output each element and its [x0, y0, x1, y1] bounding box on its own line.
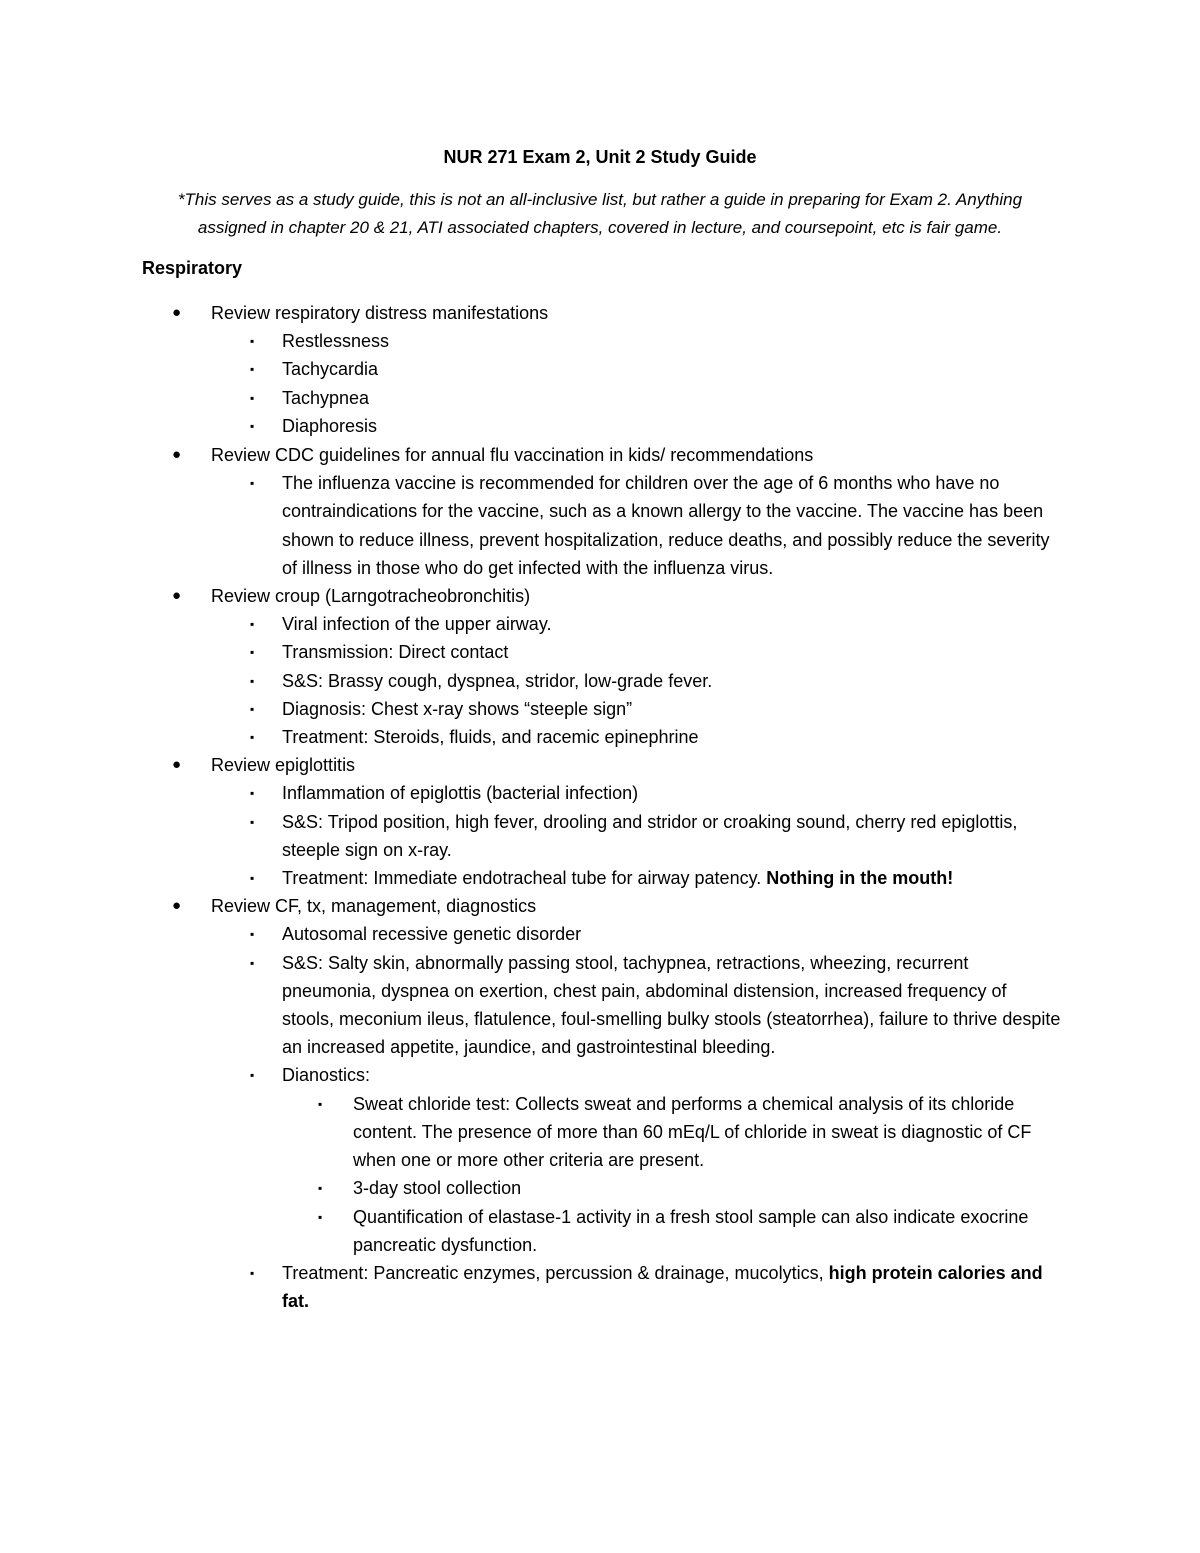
list-item-level-2 — [0, 920, 1062, 948]
list-item-text: Viral infection of the upper airway. — [282, 614, 552, 635]
square-bullet-icon: ▪ — [318, 1096, 323, 1111]
list-item-level-3 — [0, 1203, 1058, 1259]
list-item-text: S&S: Brassy cough, dyspnea, stridor, low-grade fever. — [282, 670, 713, 691]
square-bullet-icon: ▪ — [250, 814, 255, 829]
list-item-text: Treatment: Steroids, fluids, and racemic epinephrine — [282, 727, 699, 748]
square-bullet-icon: ▪ — [250, 927, 255, 942]
square-bullet-icon: ▪ — [250, 673, 255, 688]
list-item-text: Autosomal recessive genetic disorder — [282, 924, 582, 945]
list-item-text: S&S: Tripod position, high fever, drooling and stridor or croaking sound, cherry red epiglottis, steeple sign on x-ray. — [282, 811, 1018, 860]
round-bullet-icon: ● — [172, 304, 182, 321]
list-item-level-2 — [0, 384, 1062, 412]
list-item-level-2 — [0, 610, 1062, 638]
list-item-level-1 — [0, 299, 1061, 327]
square-bullet-icon: ▪ — [250, 955, 255, 970]
square-bullet-icon: ▪ — [318, 1181, 323, 1196]
square-bullet-icon: ▪ — [250, 390, 255, 405]
list-item-text: Diagnosis: Chest x-ray shows “steeple sign” — [282, 698, 633, 719]
round-bullet-icon: ● — [172, 587, 182, 605]
list-item-level-1 — [0, 751, 1061, 779]
list-item-bold-text: Nothing in the mouth! — [766, 868, 954, 889]
list-item-text: Inflammation of epiglottis (bacterial infection) — [282, 783, 639, 804]
list-item-text: Quantification of elastase-1 activity in a fresh stool sample can also indicate exocrine pancreatic dysfunction. — [353, 1206, 1029, 1255]
list-item-level-3 — [0, 1174, 1058, 1202]
list-item-level-2 — [0, 808, 1062, 864]
list-item-text: Review respiratory distress manifestations — [211, 303, 549, 323]
list-item-text: 3-day stool collection — [353, 1178, 522, 1199]
document-title: NUR 271 Exam 2, Unit 2 Study Guide — [443, 147, 757, 167]
list-item-text: Review epiglottitis — [211, 755, 356, 776]
list-item-level-2 — [0, 355, 1062, 383]
list-item-level-2 — [0, 667, 1062, 695]
list-item-level-2 — [0, 469, 1062, 582]
list-item-level-2 — [0, 723, 1062, 751]
list-item-text: Dianostics: — [282, 1065, 371, 1086]
list-item-text: S&S: Salty skin, abnormally passing stool, tachypnea, retractions, wheezing, recurrent pneumonia, dyspnea on exertion, chest pain, abdominal distension, increased frequency of stools, meconium ileus, flatulence, foul-smelling bulky stools (steatorrhea), failure to thrive despite an increased appetite, jaundice, and gastrointestinal bleeding. — [282, 952, 1061, 1058]
study-guide-list — [0, 299, 1200, 1315]
list-item-text: Review croup (Larngotracheobronchitis) — [211, 586, 531, 607]
list-item-text: Sweat chloride test: Collects sweat and performs a chemical analysis of its chloride content. The presence of more than 60 mEq/L of chloride in sweat is diagnostic of CF when one or more other criteria are present. — [353, 1093, 1032, 1171]
list-item-level-2 — [0, 949, 1062, 1062]
list-item-level-2 — [0, 864, 1062, 892]
square-bullet-icon: ▪ — [250, 1265, 255, 1280]
study-guide-note: *This serves as a study guide, this is not an all-inclusive list, but rather a guide in preparing for Exam 2. Anything assigned in chapter 20 & 21, ATI associated chapters, covered in lecture, and coursepoint, etc is fair game. — [177, 190, 1023, 237]
list-item-text: Tachycardia — [282, 359, 379, 380]
section-heading-respiratory: Respiratory — [142, 258, 243, 278]
list-item-text: Diaphoresis — [282, 415, 378, 436]
list-item-level-1 — [0, 582, 1061, 610]
list-item-level-2 — [0, 1259, 1062, 1315]
list-item-text: The influenza vaccine is recommended for children over the age of 6 months who have no contraindications for the vaccine, such as a known allergy to the vaccine. The vaccine has been shown to reduce illness, prevent hospitalization, reduce deaths, and possibly reduce the severity of illness in those who do get infected with the influenza virus. — [282, 473, 1050, 578]
list-item-level-1 — [0, 441, 1061, 469]
round-bullet-icon: ● — [172, 756, 182, 774]
square-bullet-icon: ▪ — [318, 1209, 323, 1224]
list-item-text: Treatment: Immediate endotracheal tube for airway patency. — [282, 868, 767, 889]
list-item-text: Treatment: Pancreatic enzymes, percussion & drainage, mucolytics, — [282, 1262, 829, 1283]
list-item-level-2 — [0, 327, 1062, 355]
round-bullet-icon: ● — [172, 897, 182, 915]
round-bullet-icon: ● — [172, 446, 182, 464]
square-bullet-icon: ▪ — [250, 1068, 255, 1083]
list-item-level-3 — [0, 1090, 1058, 1175]
square-bullet-icon: ▪ — [250, 701, 255, 716]
square-bullet-icon: ▪ — [250, 418, 255, 433]
square-bullet-icon: ▪ — [250, 476, 255, 491]
list-item-level-2 — [0, 1061, 1062, 1089]
square-bullet-icon: ▪ — [250, 334, 255, 349]
list-item-text: Tachypnea — [282, 387, 370, 408]
list-item-level-2 — [0, 638, 1062, 666]
list-item-text: Review CF, tx, management, diagnostics — [211, 896, 537, 917]
square-bullet-icon: ▪ — [250, 362, 255, 377]
list-item-text: Transmission: Direct contact — [282, 642, 509, 663]
square-bullet-icon: ▪ — [250, 871, 255, 886]
square-bullet-icon: ▪ — [250, 730, 255, 745]
list-item-level-1 — [0, 892, 1061, 920]
list-item-text: Restlessness — [282, 331, 390, 352]
square-bullet-icon: ▪ — [250, 617, 255, 632]
list-item-level-2 — [0, 779, 1062, 807]
square-bullet-icon: ▪ — [250, 786, 255, 801]
square-bullet-icon: ▪ — [250, 645, 255, 660]
list-item-bold-text: high protein calories and fat. — [282, 1262, 1043, 1312]
list-item-text: Review CDC guidelines for annual flu vaccination in kids/ recommendations — [211, 445, 814, 466]
list-item-level-2 — [0, 412, 1062, 440]
list-item-level-2 — [0, 695, 1062, 723]
